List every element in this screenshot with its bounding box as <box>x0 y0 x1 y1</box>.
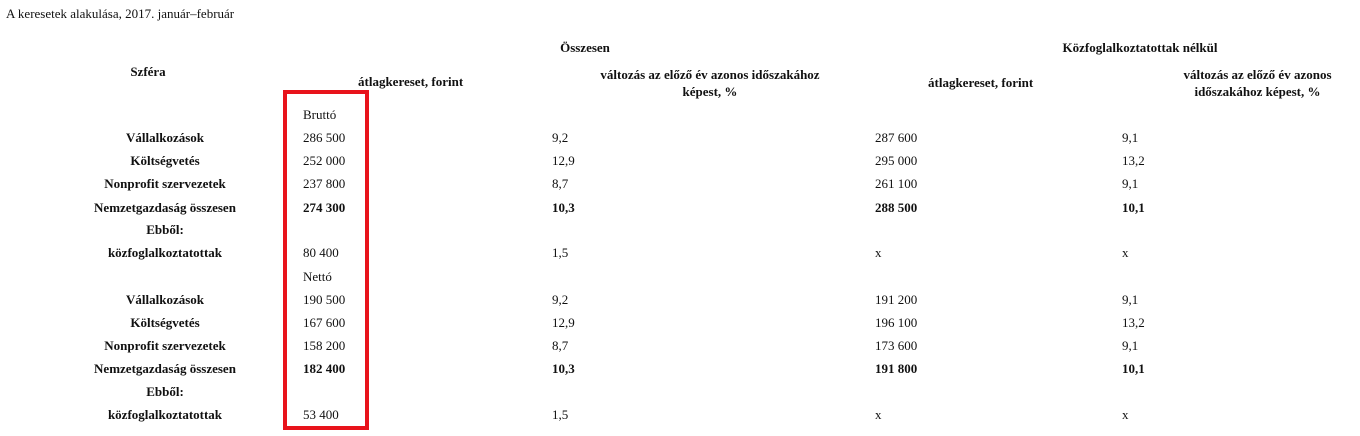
cell-valtozas-osszesen: 1,5 <box>552 407 569 422</box>
cell-atlagkereset-kozfog-nelkul: 288 500 <box>875 200 918 215</box>
cell-valtozas-osszesen: 9,2 <box>552 292 569 307</box>
cell-valtozas-osszesen: 1,5 <box>552 245 569 260</box>
row-label: Nonprofit szervezetek <box>104 338 226 353</box>
cell-valtozas-kozfog-nelkul: 13,2 <box>1122 315 1145 330</box>
row-label: Költségvetés <box>130 315 200 330</box>
row-label: közfoglalkoztatottak <box>107 245 223 260</box>
header-szfera: Szféra <box>130 64 166 79</box>
header-valtozas-1-line1: változás az előző év azonos időszakához <box>600 67 820 82</box>
cell-valtozas-kozfog-nelkul: 10,1 <box>1122 361 1145 376</box>
highlight-box <box>283 90 369 430</box>
table-title: A keresetek alakulása, 2017. január–február <box>6 6 235 21</box>
cell-atlagkereset-kozfog-nelkul: 295 000 <box>875 153 918 168</box>
cell-valtozas-osszesen: 9,2 <box>552 130 569 145</box>
row-label: Ebből: <box>146 222 184 237</box>
cell-valtozas-kozfog-nelkul: 13,2 <box>1122 153 1145 168</box>
cell-valtozas-kozfog-nelkul: 9,1 <box>1122 176 1139 191</box>
cell-atlagkereset-osszesen: 190 500 <box>303 292 346 307</box>
cell-valtozas-kozfog-nelkul: 9,1 <box>1122 130 1139 145</box>
cell-valtozas-osszesen: 12,9 <box>552 315 575 330</box>
cell-valtozas-osszesen: 12,9 <box>552 153 575 168</box>
row-label: Nonprofit szervezetek <box>104 176 226 191</box>
row-label: Ebből: <box>146 384 184 399</box>
header-osszesen: Összesen <box>560 40 610 55</box>
cell-atlagkereset-osszesen: 53 400 <box>303 407 339 422</box>
row-label: Nemzetgazdaság összesen <box>94 200 236 215</box>
cell-atlagkereset-osszesen: 158 200 <box>303 338 346 353</box>
cell-atlagkereset-kozfog-nelkul: 173 600 <box>875 338 918 353</box>
cell-valtozas-kozfog-nelkul: x <box>1122 245 1129 260</box>
header-valtozas-1-line2: képest, % <box>682 84 738 99</box>
row-label: Költségvetés <box>130 153 200 168</box>
header-atlagkereset-1: átlagkereset, forint <box>358 74 464 89</box>
cell-valtozas-osszesen: 8,7 <box>552 338 569 353</box>
cell-valtozas-kozfog-nelkul: x <box>1122 407 1129 422</box>
cell-atlagkereset-kozfog-nelkul: x <box>875 407 882 422</box>
cell-atlagkereset-osszesen: 182 400 <box>303 361 346 376</box>
cell-atlagkereset-kozfog-nelkul: 196 100 <box>875 315 918 330</box>
cell-atlagkereset-osszesen: 286 500 <box>303 130 346 145</box>
row-label: Nemzetgazdaság összesen <box>94 361 236 376</box>
row-label: közfoglalkoztatottak <box>107 407 223 422</box>
section-brutto: Bruttó <box>303 107 337 122</box>
section-netto: Nettó <box>303 269 332 284</box>
cell-valtozas-kozfog-nelkul: 9,1 <box>1122 338 1139 353</box>
cell-valtozas-kozfog-nelkul: 10,1 <box>1122 200 1145 215</box>
cell-atlagkereset-kozfog-nelkul: 287 600 <box>875 130 918 145</box>
cell-atlagkereset-osszesen: 274 300 <box>303 200 346 215</box>
cell-valtozas-osszesen: 8,7 <box>552 176 569 191</box>
header-valtozas-2-line1: változás az előző év azonos <box>1183 67 1332 82</box>
cell-atlagkereset-osszesen: 237 800 <box>303 176 346 191</box>
header-atlagkereset-2: átlagkereset, forint <box>928 75 1034 90</box>
row-label: Vállalkozások <box>125 130 204 145</box>
cell-atlagkereset-kozfog-nelkul: 191 800 <box>875 361 918 376</box>
cell-valtozas-osszesen: 10,3 <box>552 361 575 376</box>
header-kozfog-nelkul: Közfoglalkoztatottak nélkül <box>1062 40 1218 55</box>
cell-valtozas-osszesen: 10,3 <box>552 200 575 215</box>
cell-atlagkereset-kozfog-nelkul: 261 100 <box>875 176 918 191</box>
header-valtozas-2-line2: időszakához képest, % <box>1194 84 1321 99</box>
row-label: Vállalkozások <box>125 292 204 307</box>
cell-atlagkereset-osszesen: 167 600 <box>303 315 346 330</box>
cell-atlagkereset-kozfog-nelkul: x <box>875 245 882 260</box>
cell-atlagkereset-kozfog-nelkul: 191 200 <box>875 292 918 307</box>
cell-atlagkereset-osszesen: 80 400 <box>303 245 339 260</box>
cell-atlagkereset-osszesen: 252 000 <box>303 153 346 168</box>
cell-valtozas-kozfog-nelkul: 9,1 <box>1122 292 1139 307</box>
